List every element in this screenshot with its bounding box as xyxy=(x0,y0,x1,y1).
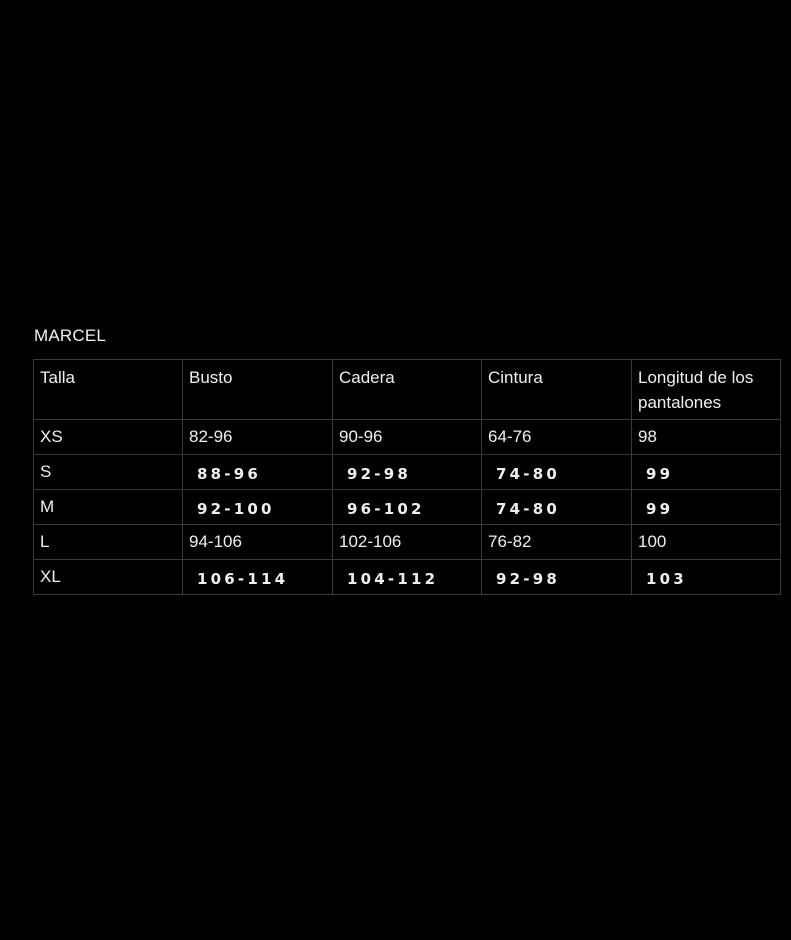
cell-cadera: 90-96 xyxy=(333,420,482,455)
table-header-row xyxy=(34,360,781,420)
table-row xyxy=(34,490,781,525)
cell-cintura: 76-82 xyxy=(482,525,632,560)
cell-cintura: 92-98 xyxy=(482,560,632,595)
cell-size: XS xyxy=(34,420,183,455)
cell-longitud: 100 xyxy=(632,525,781,560)
cell-busto: 82-96 xyxy=(183,420,333,455)
cell-longitud: 99 xyxy=(632,490,781,525)
table-row xyxy=(34,455,781,490)
cell-longitud: 103 xyxy=(632,560,781,595)
size-chart-table xyxy=(33,359,781,595)
cell-busto: 88-96 xyxy=(183,455,333,490)
header-talla: Talla xyxy=(34,360,183,420)
cell-longitud: 99 xyxy=(632,455,781,490)
table-row xyxy=(34,560,781,595)
cell-longitud: 98 xyxy=(632,420,781,455)
table-row xyxy=(34,525,781,560)
cell-cadera: 104-112 xyxy=(333,560,482,595)
cell-busto: 94-106 xyxy=(183,525,333,560)
cell-cintura: 64-76 xyxy=(482,420,632,455)
cell-busto: 106-114 xyxy=(183,560,333,595)
cell-size: M xyxy=(34,490,183,525)
cell-size: XL xyxy=(34,560,183,595)
table-title: MARCEL xyxy=(34,326,107,345)
header-cintura: Cintura xyxy=(482,360,632,420)
header-longitud: Longitud de los pantalones xyxy=(632,360,781,420)
cell-cadera: 102-106 xyxy=(333,525,482,560)
cell-busto: 92-100 xyxy=(183,490,333,525)
cell-cadera: 92-98 xyxy=(333,455,482,490)
table-row xyxy=(34,420,781,455)
cell-size: S xyxy=(34,455,183,490)
cell-size: L xyxy=(34,525,183,560)
cell-cintura: 74-80 xyxy=(482,455,632,490)
header-cadera: Cadera xyxy=(333,360,482,420)
cell-cadera: 96-102 xyxy=(333,490,482,525)
header-busto: Busto xyxy=(183,360,333,420)
cell-cintura: 74-80 xyxy=(482,490,632,525)
